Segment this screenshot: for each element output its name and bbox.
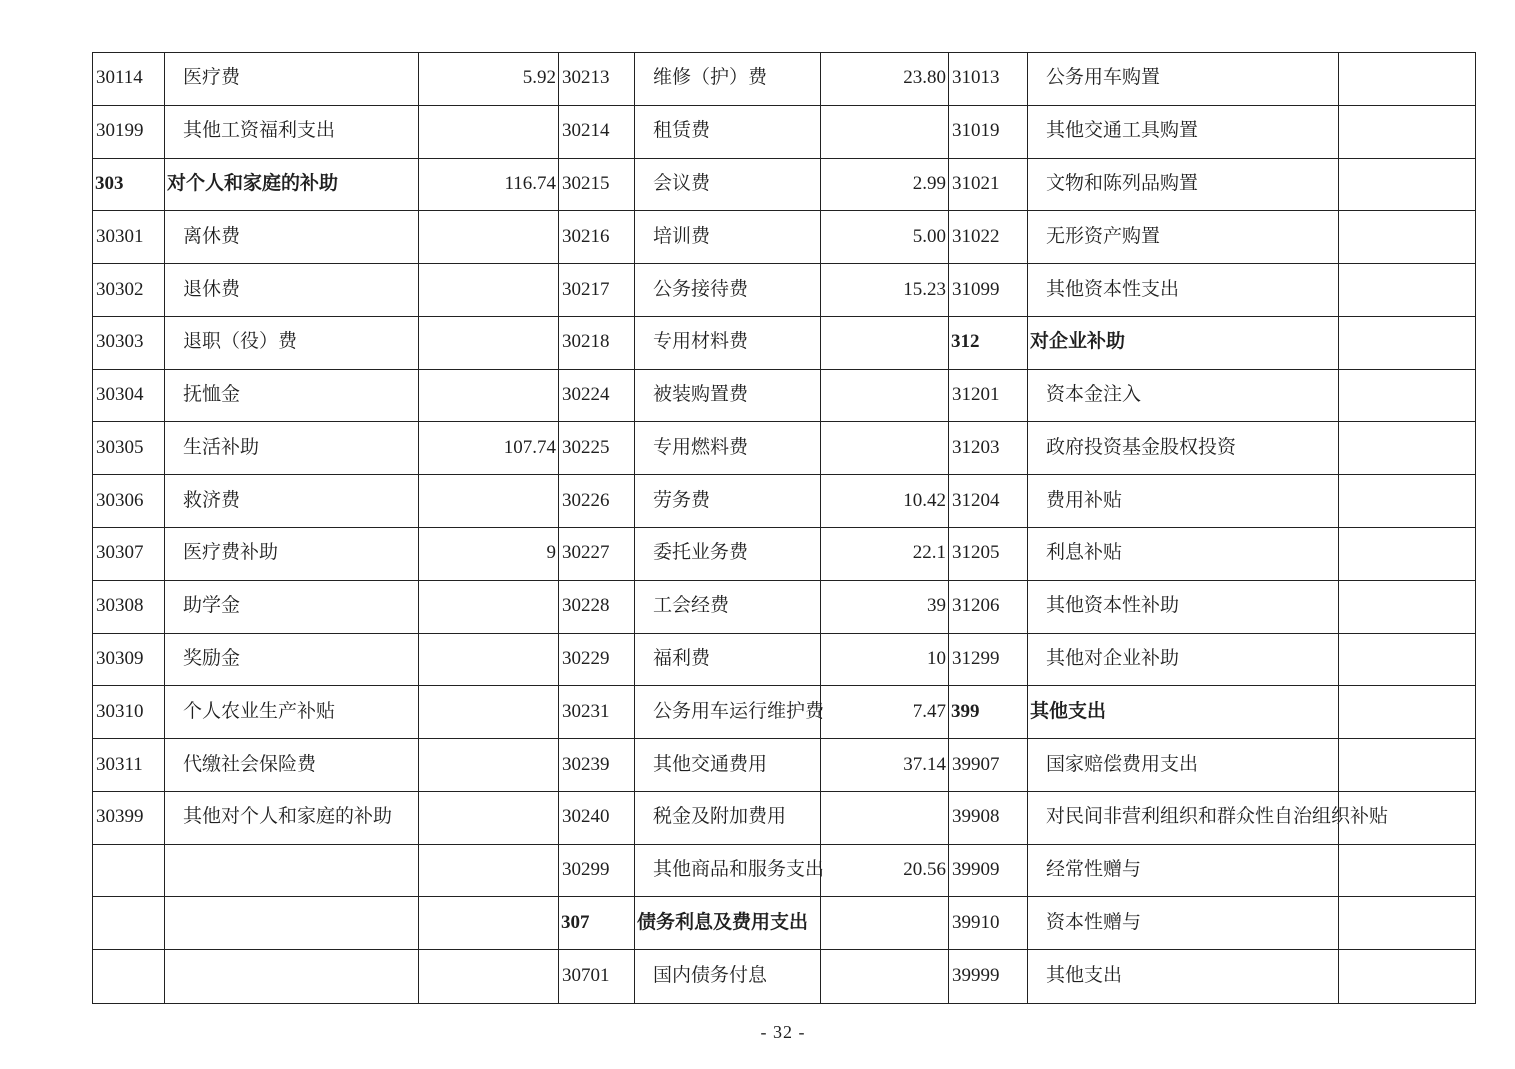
code-cell: 30214 (559, 106, 635, 159)
name-cell: 国家赔偿费用支出 (1028, 739, 1339, 792)
value-cell (1339, 950, 1475, 1003)
code-cell: 31299 (949, 634, 1028, 687)
value-cell (1339, 159, 1475, 212)
name-cell: 其他工资福利支出 (165, 106, 419, 159)
name-cell: 税金及附加费用 (635, 792, 821, 845)
value-cell (419, 475, 559, 528)
value-cell (1339, 211, 1475, 264)
value-cell (419, 845, 559, 898)
name-cell: 其他支出 (1028, 950, 1339, 1003)
name-cell: 助学金 (165, 581, 419, 634)
code-cell: 39909 (949, 845, 1028, 898)
value-cell (419, 634, 559, 687)
code-cell: 31201 (949, 370, 1028, 423)
value-cell (1339, 53, 1475, 106)
value-cell (419, 370, 559, 423)
value-cell (419, 739, 559, 792)
code-cell: 30213 (559, 53, 635, 106)
value-cell: 39 (821, 581, 949, 634)
code-cell: 30303 (93, 317, 165, 370)
value-cell: 10.42 (821, 475, 949, 528)
name-cell: 专用燃料费 (635, 422, 821, 475)
code-cell: 31099 (949, 264, 1028, 317)
name-cell: 其他商品和服务支出 (635, 845, 821, 898)
code-cell: 30302 (93, 264, 165, 317)
name-cell: 退休费 (165, 264, 419, 317)
name-cell: 对民间非营利组织和群众性自治组织补贴 (1028, 792, 1339, 845)
name-cell: 维修（护）费 (635, 53, 821, 106)
name-cell: 国内债务付息 (635, 950, 821, 1003)
name-cell: 其他对企业补助 (1028, 634, 1339, 687)
name-cell: 奖励金 (165, 634, 419, 687)
code-cell: 30228 (559, 581, 635, 634)
value-cell: 9 (419, 528, 559, 581)
code-cell: 31021 (949, 159, 1028, 212)
code-cell: 30305 (93, 422, 165, 475)
value-cell (419, 211, 559, 264)
code-cell: 30199 (93, 106, 165, 159)
name-cell: 资本性赠与 (1028, 897, 1339, 950)
code-cell (93, 950, 165, 1003)
value-cell: 5.92 (419, 53, 559, 106)
name-cell: 被装购置费 (635, 370, 821, 423)
code-cell: 30231 (559, 686, 635, 739)
code-cell: 30218 (559, 317, 635, 370)
code-cell: 30229 (559, 634, 635, 687)
name-cell: 租赁费 (635, 106, 821, 159)
value-cell: 5.00 (821, 211, 949, 264)
value-cell: 7.47 (821, 686, 949, 739)
name-cell: 委托业务费 (635, 528, 821, 581)
code-cell: 31019 (949, 106, 1028, 159)
name-cell: 经常性赠与 (1028, 845, 1339, 898)
name-cell: 利息补贴 (1028, 528, 1339, 581)
value-cell (821, 370, 949, 423)
code-cell: 30311 (93, 739, 165, 792)
code-cell: 30304 (93, 370, 165, 423)
value-cell: 23.80 (821, 53, 949, 106)
code-cell: 30701 (559, 950, 635, 1003)
name-cell: 抚恤金 (165, 370, 419, 423)
code-cell: 399 (949, 686, 1028, 739)
value-cell (1339, 686, 1475, 739)
name-cell: 对企业补助 (1028, 317, 1339, 370)
value-cell (1339, 897, 1475, 950)
value-cell (1339, 739, 1475, 792)
name-cell: 培训费 (635, 211, 821, 264)
code-cell: 31206 (949, 581, 1028, 634)
code-cell: 30217 (559, 264, 635, 317)
value-cell (1339, 370, 1475, 423)
value-cell (419, 950, 559, 1003)
code-cell: 30299 (559, 845, 635, 898)
name-cell: 生活补助 (165, 422, 419, 475)
page-number: - 32 - (760, 1022, 806, 1042)
name-cell (165, 950, 419, 1003)
name-cell: 债务利息及费用支出 (635, 897, 821, 950)
value-cell (1339, 581, 1475, 634)
value-cell (419, 317, 559, 370)
value-cell (419, 897, 559, 950)
code-cell: 30308 (93, 581, 165, 634)
value-cell (419, 792, 559, 845)
code-cell: 303 (93, 159, 165, 212)
code-cell: 31013 (949, 53, 1028, 106)
value-cell (821, 792, 949, 845)
name-cell: 无形资产购置 (1028, 211, 1339, 264)
code-cell: 39999 (949, 950, 1028, 1003)
name-cell: 工会经费 (635, 581, 821, 634)
code-cell: 30216 (559, 211, 635, 264)
value-cell (821, 317, 949, 370)
name-cell: 医疗费 (165, 53, 419, 106)
code-cell: 30224 (559, 370, 635, 423)
value-cell (1339, 528, 1475, 581)
code-cell: 30239 (559, 739, 635, 792)
name-cell: 福利费 (635, 634, 821, 687)
code-cell: 30301 (93, 211, 165, 264)
code-cell: 307 (559, 897, 635, 950)
name-cell (165, 897, 419, 950)
code-cell: 30399 (93, 792, 165, 845)
name-cell: 公务用车运行维护费 (635, 686, 821, 739)
name-cell: 文物和陈列品购置 (1028, 159, 1339, 212)
code-cell: 30114 (93, 53, 165, 106)
value-cell: 2.99 (821, 159, 949, 212)
value-cell (821, 106, 949, 159)
name-cell: 对个人和家庭的补助 (165, 159, 419, 212)
code-cell: 31022 (949, 211, 1028, 264)
code-cell: 31203 (949, 422, 1028, 475)
name-cell: 个人农业生产补贴 (165, 686, 419, 739)
name-cell: 离休费 (165, 211, 419, 264)
code-cell: 30310 (93, 686, 165, 739)
expenditure-classification-table (92, 52, 1476, 1004)
code-cell: 31205 (949, 528, 1028, 581)
code-cell: 30215 (559, 159, 635, 212)
code-cell: 39910 (949, 897, 1028, 950)
name-cell: 其他交通工具购置 (1028, 106, 1339, 159)
name-cell: 公务用车购置 (1028, 53, 1339, 106)
name-cell: 其他资本性支出 (1028, 264, 1339, 317)
value-cell (419, 264, 559, 317)
code-cell: 30307 (93, 528, 165, 581)
name-cell: 救济费 (165, 475, 419, 528)
name-cell: 医疗费补助 (165, 528, 419, 581)
code-cell (93, 845, 165, 898)
code-cell (93, 897, 165, 950)
value-cell (419, 686, 559, 739)
value-cell: 15.23 (821, 264, 949, 317)
value-cell (419, 106, 559, 159)
name-cell: 其他资本性补助 (1028, 581, 1339, 634)
value-cell: 20.56 (821, 845, 949, 898)
name-cell: 劳务费 (635, 475, 821, 528)
value-cell: 107.74 (419, 422, 559, 475)
value-cell: 22.1 (821, 528, 949, 581)
name-cell: 政府投资基金股权投资 (1028, 422, 1339, 475)
code-cell: 30240 (559, 792, 635, 845)
value-cell (1339, 845, 1475, 898)
name-cell: 其他对个人和家庭的补助 (165, 792, 419, 845)
name-cell: 代缴社会保险费 (165, 739, 419, 792)
value-cell (1339, 792, 1475, 845)
name-cell: 公务接待费 (635, 264, 821, 317)
value-cell (1339, 422, 1475, 475)
name-cell: 退职（役）费 (165, 317, 419, 370)
code-cell: 30226 (559, 475, 635, 528)
value-cell (821, 897, 949, 950)
value-cell: 37.14 (821, 739, 949, 792)
value-cell: 10 (821, 634, 949, 687)
name-cell: 其他支出 (1028, 686, 1339, 739)
name-cell: 会议费 (635, 159, 821, 212)
value-cell (821, 950, 949, 1003)
code-cell: 39907 (949, 739, 1028, 792)
code-cell: 31204 (949, 475, 1028, 528)
value-cell (1339, 634, 1475, 687)
name-cell: 资本金注入 (1028, 370, 1339, 423)
value-cell (821, 422, 949, 475)
name-cell: 专用材料费 (635, 317, 821, 370)
code-cell: 30309 (93, 634, 165, 687)
value-cell (419, 581, 559, 634)
code-cell: 30306 (93, 475, 165, 528)
value-cell (1339, 264, 1475, 317)
code-cell: 39908 (949, 792, 1028, 845)
name-cell (165, 845, 419, 898)
name-cell: 费用补贴 (1028, 475, 1339, 528)
code-cell: 30227 (559, 528, 635, 581)
value-cell (1339, 317, 1475, 370)
name-cell: 其他交通费用 (635, 739, 821, 792)
code-cell: 30225 (559, 422, 635, 475)
value-cell (1339, 475, 1475, 528)
value-cell (1339, 106, 1475, 159)
value-cell: 116.74 (419, 159, 559, 212)
code-cell: 312 (949, 317, 1028, 370)
